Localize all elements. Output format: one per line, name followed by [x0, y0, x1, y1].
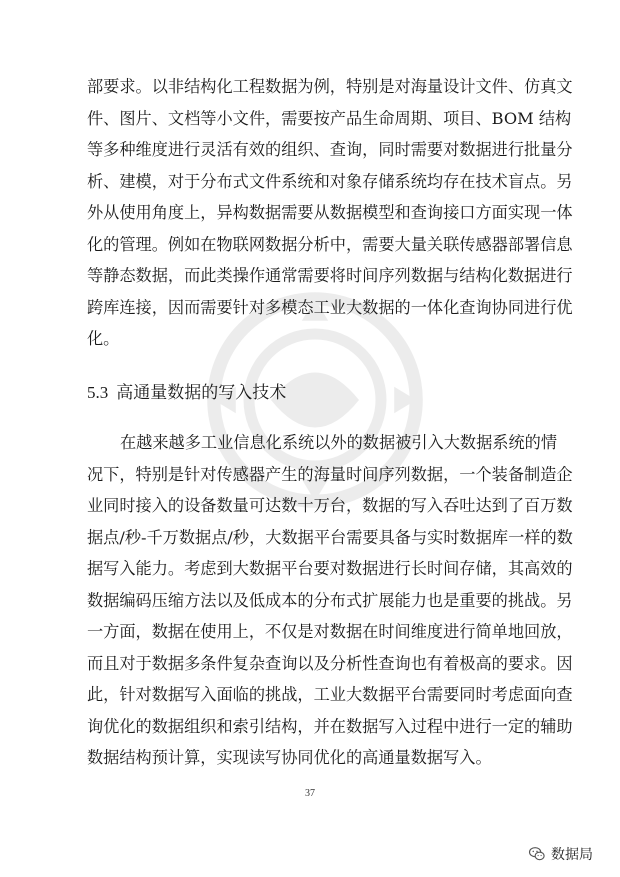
section-number: 5.3: [87, 383, 109, 402]
paragraph-line: 等静态数据，而此类操作通常需要将时间序列数据与结构化数据进行: [87, 266, 573, 285]
paragraph-2: [87, 427, 573, 774]
paragraph-line: 数据编码压缩方法以及低成本的分布式扩展能力也是重要的挑战。另: [87, 590, 573, 610]
paragraph-line: 况下，特别是针对传感器产生的海量时间序列数据，一个装备制造企: [87, 464, 573, 484]
page-number: 37: [305, 788, 315, 799]
paragraph-line: 业同时接入的设备数量可达数十万台，数据的写入吞吐达到了百万数: [87, 496, 573, 515]
paragraph-line: 而且对于数据多条件复杂查询以及分析性查询也有着极高的要求。因: [87, 653, 573, 673]
paragraph-line: 化的管理。例如在物联网数据分析中，需要大量关联传感器部署信息: [87, 234, 573, 254]
paragraph-line: 化。: [87, 329, 120, 348]
paragraph-line: 一方面，数据在使用上，不仅是对数据在时间维度进行简单地回放，: [87, 622, 573, 641]
paragraph-line: 在越来越多工业信息化系统以外的数据被引入大数据系统的情: [120, 433, 558, 452]
paragraph-line: 件、图片、文档等小文件，需要按产品生命周期、项目、BOM 结构: [87, 108, 572, 128]
paragraph-line: 外从使用角度上，异构数据需要从数据模型和查询接口方面实现一体: [87, 203, 573, 222]
paragraph-1: [87, 71, 573, 355]
paragraph-line: 部要求。以非结构化工程数据为例，特别是对海量设计文件、仿真文: [87, 77, 573, 96]
brand-name: 数据局: [551, 847, 593, 863]
paragraph-line: 据写入能力。考虑到大数据平台要对数据进行长时间存储，其高效的: [87, 559, 573, 578]
paragraph-line: 数据结构预计算，实现读写协同优化的高通量数据写入。: [87, 748, 492, 767]
section-title: 高通量数据的写入技术: [116, 383, 287, 403]
brand-badge: [528, 843, 593, 865]
wechat-icon: [528, 845, 546, 863]
section-heading: [87, 381, 286, 405]
paragraph-line: 据点/秒-千万数据点/秒，大数据平台需要具备与实时数据库一样的数: [87, 527, 573, 547]
paragraph-line: 等多种维度进行灵活有效的组织、查询，同时需要对数据进行批量分: [87, 140, 573, 159]
paragraph-line: 析、建模，对于分布式文件系统和对象存储系统均存在技术盲点。另: [87, 171, 573, 191]
paragraph-line: 此，针对数据写入面临的挑战，工业大数据平台需要同时考虑面向查: [87, 685, 573, 704]
paragraph-line: 询优化的数据组织和索引结构，并在数据写入过程中进行一定的辅助: [87, 716, 573, 736]
paragraph-line: 跨库连接，因而需要针对多模态工业大数据的一体化查询协同进行优: [87, 297, 573, 317]
